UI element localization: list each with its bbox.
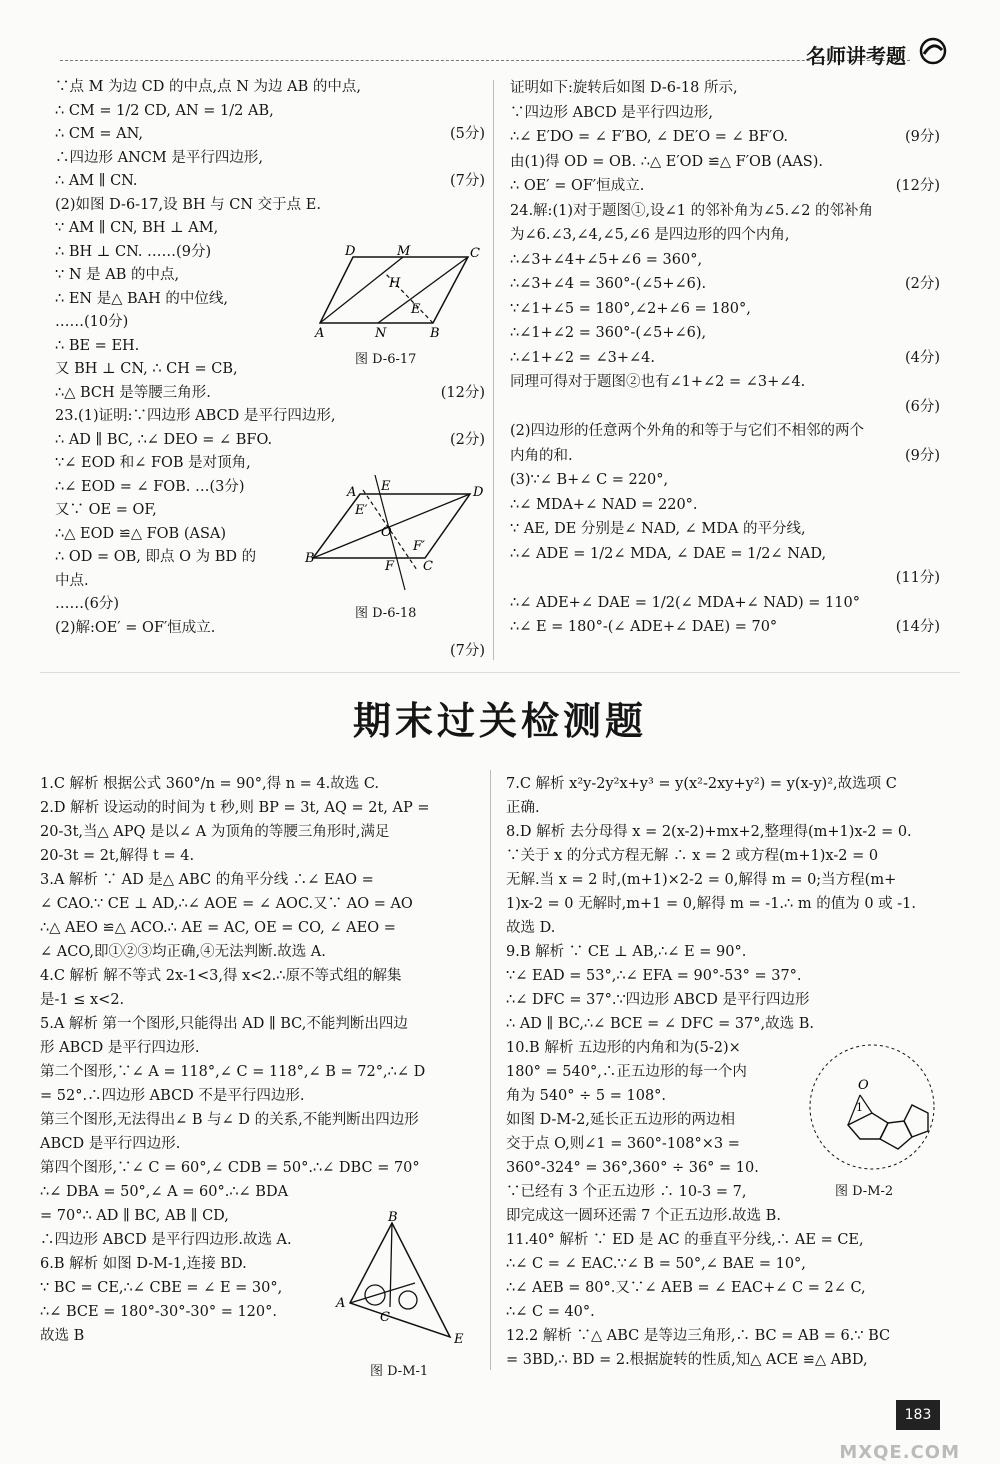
line-text: ∵关于 x 的分式方程无解 ∴ x = 2 或方程(m+1)x-2 = 0 (506, 848, 879, 864)
figure-d-m-1 (330, 1210, 470, 1355)
text-line (510, 321, 940, 346)
svg-text:C: C (470, 246, 480, 261)
text-line (40, 868, 470, 892)
text-line (55, 217, 485, 241)
line-text: ∴∠ EOD = ∠ FOB. …(3分) (55, 478, 245, 495)
line-text: ABCD 是平行四边形. (40, 1136, 181, 1152)
line-text: ∴ OD = OB, 即点 O 为 BD 的 (55, 549, 257, 565)
text-line (55, 640, 485, 664)
text-line (506, 796, 942, 820)
line-text: 故选 D. (506, 920, 556, 936)
figure-d-6-17-caption: 图 D-6-17 (355, 352, 417, 367)
text-line (510, 248, 940, 273)
text-line (510, 223, 940, 248)
text-line (510, 566, 940, 591)
line-text: ∴ OE′ = OF′恒成立. (510, 178, 645, 194)
svg-text:1: 1 (856, 1101, 863, 1114)
line-text: ∴∠ E′DO = ∠ F′BO, ∠ DE′O = ∠ BF′O. (510, 129, 788, 145)
line-text: 23.(1)证明:∵四边形 ABCD 是平行四边形, (55, 408, 336, 424)
line-text: = 3BD,∴ BD = 2.根据旋转的性质,知△ ACE ≌△ ABD, (506, 1352, 868, 1368)
score-mark: (2分) (904, 276, 940, 292)
line-text: 如图 D-M-2,延长正五边形的两边相 (506, 1112, 735, 1128)
svg-text:B: B (388, 1210, 398, 1225)
line-text: 证明如下:旋转后如图 D-6-18 所示, (510, 80, 738, 96)
line-text: ∴ AD ∥ BC, ∴∠ DEO = ∠ BFO. (55, 431, 273, 448)
line-text: ∴ EN 是△ BAH 的中位线, (55, 290, 228, 307)
svg-text:B: B (305, 551, 315, 566)
line-text: 正确. (506, 800, 540, 816)
text-line (510, 150, 940, 175)
line-text: ∴ BE = EH. (55, 337, 140, 354)
line-text: ∠ CAO.∵ CE ⊥ AD,∴∠ AOE = ∠ AOC.又∵ AO = AO (40, 896, 413, 912)
line-text: ∴ AD ∥ BC,∴∠ BCE = ∠ DFC = 37°,故选 B. (506, 1016, 815, 1032)
line-text: 为∠6.∠3,∠4,∠5,∠6 是四边形的四个内角, (510, 227, 790, 243)
text-line (506, 1348, 942, 1372)
svg-text:A: A (336, 1296, 346, 1311)
text-line (40, 796, 470, 820)
line-text: ∵四边形 ABCD 是平行四边形, (510, 104, 713, 121)
line-text: 内角的和. (510, 447, 573, 464)
line-text: ∵点 M 为边 CD 的中点,点 N 为边 AB 的中点, (55, 79, 361, 95)
line-text: ∴∠ DBA = 50°,∠ A = 60°.∴∠ BDA (40, 1184, 289, 1200)
text-line (55, 170, 485, 194)
line-text: 同理可得对于题图②也有∠1+∠2 = ∠3+∠4. (510, 374, 806, 390)
line-text: ∠ ACO,即①②③均正确,④无法判断.故选 A. (40, 944, 326, 960)
text-line (55, 405, 485, 429)
line-text: ……(10分) (55, 314, 129, 330)
line-text: ∴∠3+∠4+∠5+∠6 = 360°, (510, 251, 703, 268)
svg-text:D: D (473, 485, 484, 500)
section-title: 期末过关检测题 (352, 699, 647, 743)
text-line (506, 1204, 942, 1228)
line-text: 中点. (55, 572, 89, 589)
text-line (510, 76, 940, 101)
text-line (40, 844, 470, 868)
text-line (40, 820, 470, 844)
text-line (506, 1012, 942, 1036)
line-text: 180° = 540°,∴正五边形的每一个内 (506, 1064, 747, 1080)
line-text: 形 ABCD 是平行四边形. (40, 1040, 200, 1056)
svg-text:E: E (411, 302, 421, 317)
svg-text:B: B (430, 326, 440, 341)
column-divider-top (493, 80, 494, 660)
svg-text:F′: F′ (413, 539, 425, 554)
score-mark: (7分) (449, 643, 485, 659)
text-line (506, 1300, 942, 1324)
text-line (510, 395, 940, 420)
text-line (55, 100, 485, 124)
line-text: 20-3t,当△ APQ 是以∠ A 为顶角的等腰三角形时,满足 (40, 824, 390, 840)
text-line (40, 940, 470, 964)
text-line (506, 1324, 942, 1348)
watermark-text: MXQE.COM (839, 1442, 960, 1463)
line-text: ∵ BC = CE,∴∠ CBE = ∠ E = 30°, (40, 1280, 283, 1296)
line-text: ∴∠ BCE = 180°-30°-30° = 120°. (40, 1304, 277, 1320)
text-line (506, 940, 942, 964)
text-line (40, 988, 470, 1012)
line-text: ∵ AM ∥ CN, BH ⊥ AM, (55, 220, 219, 236)
text-line (510, 125, 940, 150)
text-line (506, 1276, 942, 1300)
line-text: ∵ N 是 AB 的中点, (55, 267, 180, 283)
text-line (510, 419, 940, 444)
line-text: ∴ CM = 1/2 CD, AN = 1/2 AB, (55, 102, 274, 119)
text-line (510, 542, 940, 567)
text-line (40, 1180, 470, 1204)
text-line (510, 346, 940, 371)
line-text: 360°-324° = 36°,360° ÷ 36° = 10. (506, 1160, 759, 1176)
text-line (55, 76, 485, 100)
score-mark: (14分) (895, 619, 940, 635)
line-text: 1)x-2 = 0 无解时,m+1 = 0,解得 m = -1.∴ m 的值为 0 或 -1. (506, 896, 917, 912)
line-text: 1.C 解析 根据公式 360°/n = 90°,得 n = 4.故选 C. (40, 776, 380, 792)
line-text: 4.C 解析 解不等式 2x-1<3,得 x<2.∴原不等式组的解集 (40, 968, 402, 984)
line-text: ∴∠ ADE = 1/2∠ MDA, ∠ DAE = 1/2∠ NAD, (510, 545, 827, 562)
brand-logo-icon (916, 36, 950, 66)
line-text: ∴ AM ∥ CN. (55, 173, 138, 189)
line-text: ∴∠ ADE+∠ DAE = 1/2(∠ MDA+∠ NAD) = 110° (510, 594, 860, 611)
text-line (40, 1156, 470, 1180)
text-line (40, 1036, 470, 1060)
line-text: ∴△ AEO ≌△ ACO.∴ AE = AC, OE = CO, ∠ AEO = (40, 920, 396, 936)
text-line (510, 493, 940, 518)
line-text: ∴四边形 ABCD 是平行四边形.故选 A. (40, 1232, 292, 1248)
svg-text:N: N (375, 326, 387, 341)
text-line (510, 517, 940, 542)
line-text: ∴∠ E = 180°-(∠ ADE+∠ DAE) = 70° (510, 619, 778, 635)
line-text: ∴ CM = AN, (55, 126, 143, 142)
text-line (506, 1228, 942, 1252)
line-text: ∴∠ C = 40°. (506, 1304, 595, 1320)
svg-text:E: E (454, 1332, 464, 1347)
text-line (40, 1084, 470, 1108)
svg-text:O: O (858, 1078, 869, 1093)
line-text: 又 BH ⊥ CN, ∴ CH = CB, (55, 361, 238, 377)
line-text: 角为 540° ÷ 5 = 108°. (506, 1088, 667, 1104)
text-line (506, 868, 942, 892)
text-line (510, 468, 940, 493)
line-text: 5.A 解析 第一个图形,只能得出 AD ∥ BC,不能判断出四边 (40, 1016, 408, 1032)
svg-text:M: M (397, 244, 411, 259)
svg-text:A: A (347, 485, 357, 500)
text-line (55, 194, 485, 218)
score-mark: (9分) (904, 447, 940, 464)
line-text: 20-3t = 2t,解得 t = 4. (40, 848, 195, 864)
line-text: (2)四边形的任意两个外角的和等于与它们不相邻的两个 (510, 423, 865, 439)
figure-d-m-1-caption: 图 D-M-1 (370, 1364, 429, 1379)
line-text: 第二个图形,∵∠ A = 118°,∠ C = 118°,∠ B = 72°,∴∠ D (40, 1064, 426, 1080)
line-text: = 52°.∴四边形 ABCD 不是平行四边形. (40, 1088, 305, 1104)
brand-title: 名师讲考题 (806, 44, 906, 68)
text-line (510, 444, 940, 469)
line-text: ∴∠1+∠2 = ∠3+∠4. (510, 349, 655, 366)
line-text: 11.40° 解析 ∵ ED 是 AC 的垂直平分线,∴ AE = CE, (506, 1232, 864, 1248)
svg-text:F: F (385, 559, 395, 574)
score-mark: (4分) (904, 349, 940, 366)
text-line (40, 1012, 470, 1036)
text-line (506, 988, 942, 1012)
line-text: 12.2 解析 ∵△ ABC 是等边三角形,∴ BC = AB = 6.∵ BC (506, 1328, 891, 1344)
line-text: = 70°∴ AD ∥ BC, AB ∥ CD, (40, 1208, 229, 1224)
line-text: ∵∠1+∠5 = 180°,∠2+∠6 = 180°, (510, 300, 751, 317)
svg-text:E′: E′ (355, 503, 368, 518)
line-text: ∴△ EOD ≌△ FOB (ASA) (55, 525, 227, 542)
score-mark: (12分) (895, 178, 940, 194)
text-line (510, 591, 940, 616)
line-text: ∵∠ EOD 和∠ FOB 是对顶角, (55, 455, 251, 471)
score-mark: (9分) (904, 129, 940, 145)
figure-d-6-18-caption: 图 D-6-18 (355, 606, 417, 621)
line-text: 24.解:(1)对于题图①,设∠1 的邻补角为∠5.∠2 的邻补角 (510, 202, 874, 219)
text-line (40, 1060, 470, 1084)
line-text: ∴∠1+∠2 = 360°-(∠5+∠6), (510, 325, 707, 341)
line-text: 第四个图形,∵∠ C = 60°,∠ CDB = 50°.∴∠ DBC = 70° (40, 1160, 420, 1176)
line-text: ∴∠ DFC = 37°.∵四边形 ABCD 是平行四边形 (506, 992, 810, 1008)
top-right-column (510, 76, 940, 640)
text-line (40, 1132, 470, 1156)
text-line (510, 297, 940, 322)
figure-d-m-2-caption: 图 D-M-2 (835, 1184, 894, 1199)
text-line (510, 370, 940, 395)
text-line (40, 916, 470, 940)
text-line (510, 174, 940, 199)
line-text: ∴∠3+∠4 = 360°-(∠5+∠6). (510, 276, 707, 292)
text-line (40, 1108, 470, 1132)
text-line (506, 1252, 942, 1276)
section-separator (40, 672, 960, 673)
text-line (510, 615, 940, 640)
text-line (506, 844, 942, 868)
line-text: 10.B 解析 五边形的内角和为(5-2)× (506, 1040, 741, 1056)
line-text: ∴四边形 ANCM 是平行四边形, (55, 149, 263, 166)
header-rule (60, 60, 910, 61)
text-line (506, 964, 942, 988)
score-mark: (12分) (440, 384, 485, 401)
figure-d-6-18 (305, 470, 484, 600)
text-line (55, 147, 485, 171)
line-text: 9.B 解析 ∵ CE ⊥ AB,∴∠ E = 90°. (506, 944, 747, 960)
text-line (506, 916, 942, 940)
text-line (510, 199, 940, 224)
text-line (40, 892, 470, 916)
line-text: 是-1 ≤ x<2. (40, 992, 125, 1008)
line-text: 7.C 解析 x²y-2y²x+y³ = y(x²-2xy+y²) = y(x-y)²,故选项 C (506, 776, 897, 792)
score-mark: (6分) (904, 398, 940, 415)
line-text: 3.A 解析 ∵ AD 是△ ABC 的角平分线 ∴∠ EAO = (40, 872, 374, 888)
line-text: ∴ BH ⊥ CN. ……(9分) (55, 243, 212, 260)
line-text: (3)∵∠ B+∠ C = 220°, (510, 472, 669, 488)
line-text: 即完成这一圆环还需 7 个正五边形.故选 B. (506, 1208, 781, 1224)
text-line (55, 123, 485, 147)
figure-d-6-17 (315, 245, 485, 345)
text-line (55, 617, 485, 641)
text-line (506, 820, 942, 844)
svg-text:D: D (345, 244, 356, 259)
line-text: 无解.当 x = 2 时,(m+1)×2-2 = 0,解得 m = 0;当方程(m+ (506, 872, 897, 888)
line-text: 6.B 解析 如图 D-M-1,连接 BD. (40, 1256, 247, 1272)
line-text: (2)如图 D-6-17,设 BH 与 CN 交于点 E. (55, 196, 321, 213)
text-line (510, 101, 940, 126)
line-text: ∵∠ EAD = 53°,∴∠ EFA = 90°-53° = 37°. (506, 968, 802, 984)
line-text: ∵ AE, DE 分别是∠ NAD, ∠ MDA 的平分线, (510, 521, 806, 537)
text-line (506, 892, 942, 916)
svg-text:E: E (381, 479, 391, 494)
line-text: 8.D 解析 去分母得 x = 2(x-2)+mx+2,整理得(m+1)x-2 = 0. (506, 824, 912, 840)
text-line (510, 272, 940, 297)
line-text: 由(1)得 OD = OB. ∴△ E′OD ≌△ F′OB (AAS). (510, 153, 823, 170)
svg-text:H: H (389, 276, 401, 291)
page-header (40, 34, 980, 74)
line-text: 故选 B (40, 1328, 85, 1344)
score-mark: (5分) (449, 126, 485, 142)
page-number: 183 (896, 1400, 940, 1430)
text-line (40, 964, 470, 988)
line-text: ∵已经有 3 个正五边形 ∴ 10-3 = 7, (506, 1184, 747, 1200)
line-text: 2.D 解析 设运动的时间为 t 秒,则 BP = 3t, AQ = 2t, AP = (40, 800, 430, 816)
score-mark: (7分) (449, 173, 485, 189)
line-text: 又∵ OE = OF, (55, 502, 157, 518)
text-line (55, 382, 485, 406)
text-line (40, 772, 470, 796)
svg-text:C: C (380, 1310, 390, 1325)
text-line (506, 772, 942, 796)
score-mark: (2分) (449, 431, 485, 448)
line-text: ∴∠ MDA+∠ NAD = 220°. (510, 496, 698, 513)
line-text: 交于点 O,则∠1 = 360°-108°×3 = (506, 1136, 740, 1152)
line-text: 第三个图形,无法得出∠ B 与∠ D 的关系,不能判断出四边形 (40, 1112, 419, 1128)
line-text: ∴∠ AEB = 80°.又∵∠ AEB = ∠ EAC+∠ C = 2∠ C, (506, 1280, 866, 1296)
text-line (55, 429, 485, 453)
svg-text:A: A (315, 326, 325, 341)
column-divider-bottom (490, 770, 491, 1370)
score-mark: (11分) (895, 570, 940, 586)
line-text: ∴△ BCH 是等腰三角形. (55, 384, 211, 401)
figure-d-m-2 (800, 1035, 945, 1180)
svg-text:C: C (423, 559, 433, 574)
line-text: ……(6分) (55, 596, 120, 612)
line-text: (2)解:OE′ = OF′恒成立. (55, 619, 216, 636)
svg-text:O: O (381, 525, 392, 540)
line-text: ∴∠ C = ∠ EAC.∵∠ B = 50°,∠ BAE = 10°, (506, 1256, 806, 1272)
text-line (55, 358, 485, 382)
